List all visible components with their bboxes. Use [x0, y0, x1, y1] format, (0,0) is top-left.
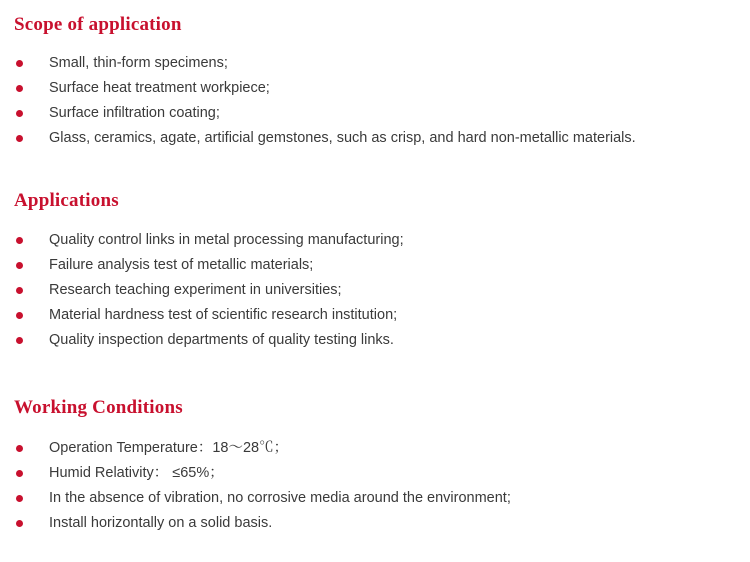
bullet-list	[12, 228, 738, 353]
section-scope-of-application	[12, 14, 738, 151]
bullet-dot-icon	[16, 287, 23, 294]
list-item-text: Surface infiltration coating;	[49, 105, 220, 121]
list-item	[12, 253, 738, 278]
section-title: Scope of application	[14, 14, 182, 35]
list-item-text: In the absence of vibration, no corrosive media around the environment;	[49, 490, 511, 506]
bullet-dot-icon	[16, 520, 23, 527]
list-item-text: Research teaching experiment in universities;	[49, 282, 342, 298]
bullet-dot-icon	[16, 110, 23, 117]
list-item-text: Operation Temperature：18～28℃；	[49, 440, 289, 456]
list-item-text: Small, thin-form specimens;	[49, 55, 228, 71]
list-item-text: Quality inspection departments of quality testing links.	[49, 332, 394, 348]
list-item	[12, 461, 738, 486]
list-item-text: Surface heat treatment workpiece;	[49, 80, 270, 96]
list-item	[12, 76, 738, 101]
list-item	[12, 228, 738, 253]
bullet-dot-icon	[16, 237, 23, 244]
section-applications	[12, 190, 738, 353]
list-item	[12, 278, 738, 303]
bullet-dot-icon	[16, 312, 23, 319]
bullet-list	[12, 51, 738, 151]
list-item	[12, 51, 738, 76]
list-item	[12, 436, 738, 461]
section-title: Applications	[14, 190, 119, 211]
list-item-text: Quality control links in metal processing manufacturing;	[49, 232, 404, 248]
bullet-dot-icon	[16, 495, 23, 502]
section-title: Working Conditions	[14, 397, 183, 418]
list-item-text: Glass, ceramics, agate, artificial gemstones, such as crisp, and hard non-metallic materials.	[49, 130, 636, 146]
list-item-text: Failure analysis test of metallic materials;	[49, 257, 314, 273]
bullet-dot-icon	[16, 445, 23, 452]
list-item	[12, 328, 738, 353]
list-item	[12, 101, 738, 126]
bullet-list	[12, 436, 738, 536]
list-item	[12, 126, 738, 151]
list-item-text: Humid Relativity： ≤65%；	[49, 465, 224, 481]
bullet-dot-icon	[16, 135, 23, 142]
list-item	[12, 486, 738, 511]
bullet-dot-icon	[16, 262, 23, 269]
bullet-dot-icon	[16, 470, 23, 477]
list-item-text: Install horizontally on a solid basis.	[49, 515, 273, 531]
bullet-dot-icon	[16, 85, 23, 92]
bullet-dot-icon	[16, 60, 23, 67]
list-item	[12, 303, 738, 328]
section-working-conditions	[12, 397, 738, 536]
list-item-text: Material hardness test of scientific research institution;	[49, 307, 398, 323]
bullet-dot-icon	[16, 337, 23, 344]
list-item	[12, 511, 738, 536]
